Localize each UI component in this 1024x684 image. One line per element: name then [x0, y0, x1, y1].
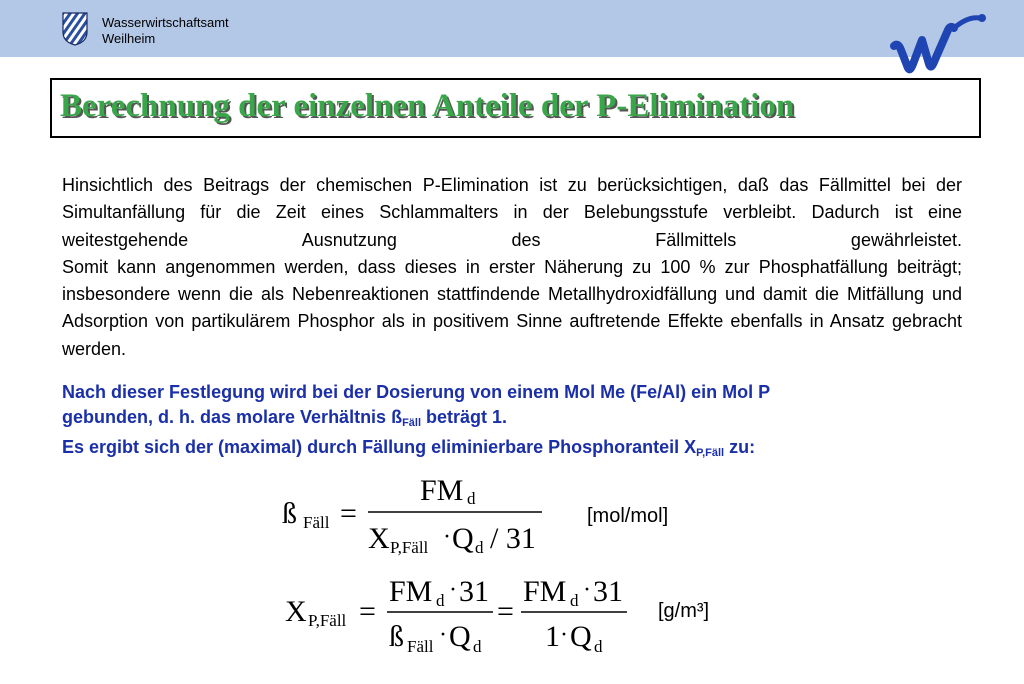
f2-f1-den: ß: [389, 620, 404, 653]
f2-eq2: =: [497, 595, 514, 628]
f1-den-tail: / 31: [490, 522, 536, 555]
f2-f2-num: FM: [523, 575, 567, 608]
f2-f2-den-one: 1: [545, 620, 560, 653]
f1-num: FM: [420, 474, 464, 507]
office-line-2: Weilheim: [102, 31, 156, 46]
f2-f1-num-sub: d: [436, 591, 445, 610]
f2-f1-dot: ·: [449, 577, 457, 603]
f1-dot: ·: [443, 524, 451, 550]
f2-f2-den-q-sub: d: [594, 637, 603, 656]
office-line-1: Wasserwirtschaftsamt: [102, 15, 229, 30]
f2-f1-den-q-sub: d: [473, 637, 482, 656]
highlight-line-2-text: gebunden, d. h. das molare Verhältnis ß: [62, 406, 403, 427]
f2-f1-den-sub: Fäll: [407, 637, 434, 656]
f2-f2-den-dot: ·: [560, 622, 568, 648]
f2-lhs: X: [285, 595, 307, 628]
highlight-line-1: Nach dieser Festlegung wird bei der Dosierung von einem Mol Me (Fe/Al) ein Mol P: [62, 382, 771, 402]
paragraph-2: Somit kann angenommen werden, dass dieses in erster Näherung zu 100 % zur Phosphatfällung beiträgt; insbesondere wenn die als Nebenreaktionen stattfindende Metallhydroxidfällung und damit die Mitfällung und Adsorption von partikulärem Phosphor als in positivem Sinne auftretende Effekte ebenfalls in Ansatz gebracht werden.: [62, 256, 962, 359]
f2-eq1: =: [359, 595, 376, 628]
formula-x-p-faell: [283, 568, 643, 664]
f1-num-sub: d: [467, 489, 476, 508]
f2-unit: [g/m³]: [658, 600, 710, 622]
f1-den-q-sub: d: [475, 538, 484, 557]
page-title: Berechnung der einzelnen Anteile der P-Elimination: [60, 88, 795, 124]
body-paragraph: [62, 172, 962, 363]
subscript-faell: Fäll: [402, 416, 422, 429]
f2-f1-num: FM: [389, 575, 433, 608]
f1-lhs-sub: Fäll: [303, 513, 330, 532]
subscript-p-faell: P,Fäll: [696, 447, 725, 459]
formula-beta-faell: [280, 470, 580, 560]
f1-eq: =: [340, 497, 357, 530]
highlight-text: [62, 380, 982, 466]
f1-den-q: Q: [452, 522, 474, 555]
bavarian-lozenge-crest-icon: [62, 12, 88, 46]
highlight-line-3-tail: zu:: [724, 437, 756, 457]
highlight-line-2: [62, 405, 982, 436]
f2-f1-num-tail: 31: [459, 575, 489, 608]
ww-logo-icon: [888, 12, 988, 82]
office-name: [102, 15, 229, 47]
f2-f1-den-dot: ·: [439, 622, 447, 648]
f1-den-x-sub: P,Fäll: [390, 538, 429, 557]
f1-lhs: ß: [282, 497, 297, 530]
f2-f2-num-sub: d: [570, 591, 579, 610]
highlight-line-3-text: Es ergibt sich der (maximal) durch Fällung eliminierbare Phosphoranteil X: [62, 437, 697, 457]
highlight-line-2-tail: beträgt 1.: [421, 406, 508, 427]
f2-f2-dot: ·: [583, 577, 591, 603]
f1-unit: [mol/mol]: [587, 505, 669, 527]
f2-lhs-sub: P,Fäll: [308, 611, 347, 630]
paragraph-1: Hinsichtlich des Beitrags der chemischen P-Elimination ist zu berücksichtigen, daß das Fällmittel bei der Simultanfällung für die Zeit eines Schlammalters in der Belebungsstufe verbleibt. Dadurch ist eine weitestgehende Ausnutzung des Fällmittels gewährleistet.: [62, 175, 962, 250]
f2-f1-den-q: Q: [449, 620, 471, 653]
highlight-line-3: [62, 435, 982, 466]
f2-f2-den-q: Q: [570, 620, 592, 653]
f2-f2-num-tail: 31: [593, 575, 623, 608]
f1-den-x: X: [368, 522, 390, 555]
